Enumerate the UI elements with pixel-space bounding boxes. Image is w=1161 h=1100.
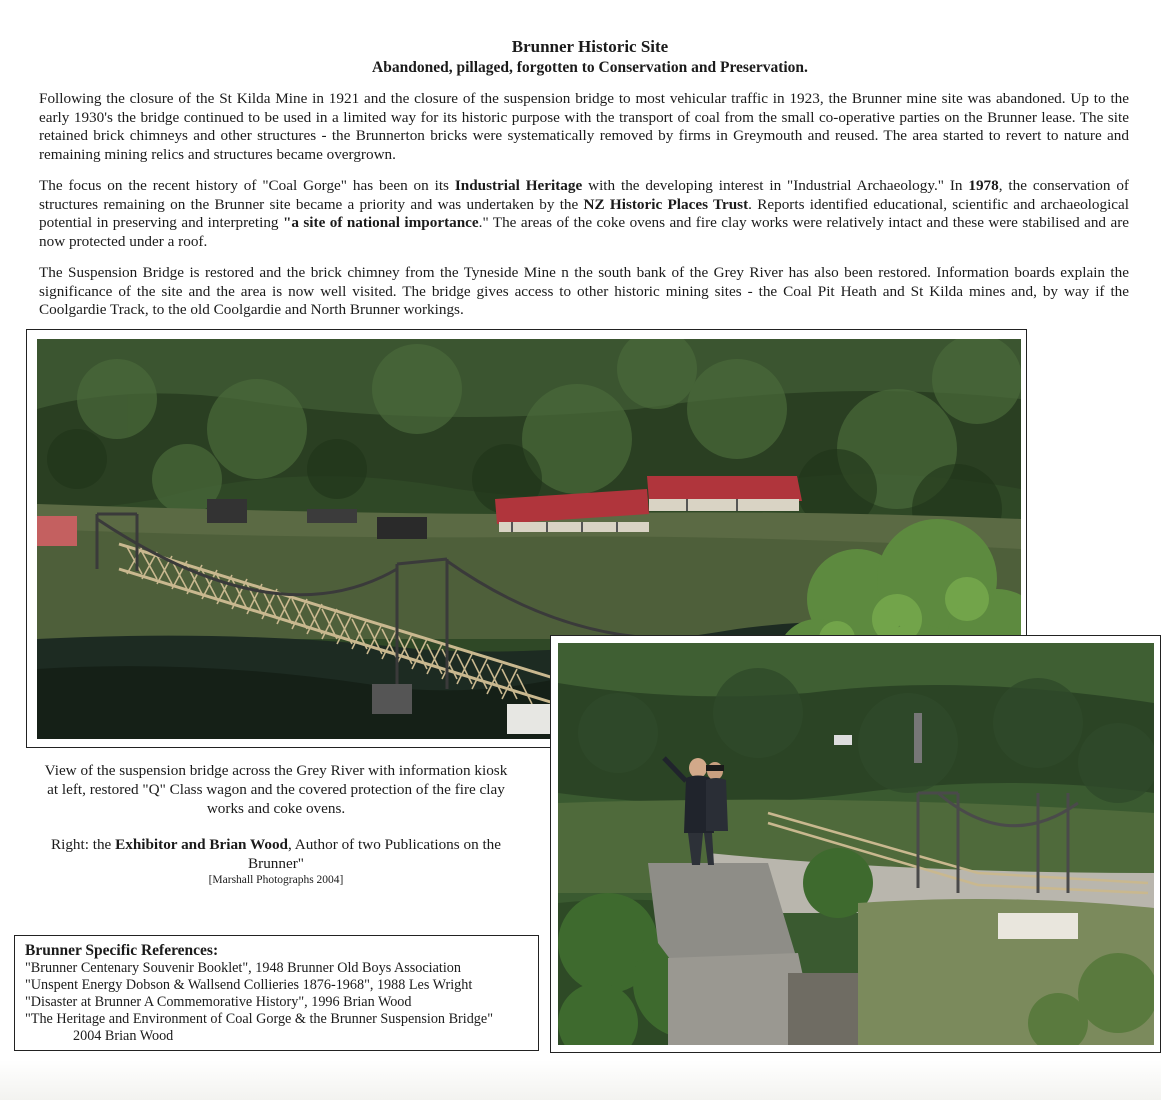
paragraph-restoration: The Suspension Bridge is restored and the brick chimney from the Tyneside Mine n the south bank of the Grey River has also been restored. Information boards explain the significance of the site and the area is now well visited. The bridge gives access to other historic mining sites - the Coal Pit Heath and St Kilda mines and, by way if the Coolgardie Track, to the old Coolgardie and North Brunner workings. xyxy=(39,264,1129,319)
photo-caption: View of the suspension bridge across the Grey River with information kiosk at left, restored "Q" Class wagon and the covered protection of the fire clay works and coke ovens. xyxy=(44,762,508,817)
references-heading: Brunner Specific References: xyxy=(25,942,219,959)
page-title: Brunner Historic Site xyxy=(511,37,669,56)
photo-credit: [Marshall Photographs 2004] xyxy=(208,874,344,886)
page-shadow xyxy=(0,1060,1161,1100)
page-subtitle: Abandoned, pillaged, forgotten to Conservation and Preservation. xyxy=(372,59,808,76)
paragraph-conservation: The focus on the recent history of "Coal Gorge" has been on its Industrial Heritage with the developing interest in "Industrial Archaeology." In 1978, the conservation of structures remaining on the Brunner site became a priority and was undertaken by the NZ Historic Places Trust. Reports identified educational, scientific and archaeological potential in preserving and interpreting "a site of national importance." The areas of the coke ovens and fire clay works were relatively intact and these were stabilised and are now protected under a roof. xyxy=(39,177,1129,250)
references-box xyxy=(14,935,539,1051)
exhibitor-photo xyxy=(558,643,1154,1045)
exhibitor-caption: Right: the Exhibitor and Brian Wood, Author of two Publications on the Brunner" xyxy=(50,836,502,872)
reference-item: "The Heritage and Environment of Coal Gorge & the Brunner Suspension Bridge" xyxy=(25,1011,493,1027)
reference-item: "Unspent Energy Dobson & Wallsend Collieries 1876-1968", 1988 Les Wright xyxy=(25,977,473,993)
reference-item-author: 2004 Brian Wood xyxy=(73,1028,174,1044)
paragraph-history: Following the closure of the St Kilda Mine in 1921 and the closure of the suspension bridge to most vehicular traffic in 1923, the Brunner mine site was abandoned. Up to the early 1930's the bridge continued to be used in a limited way for its historic purpose with the transport of coal from the small co-operative parties on the Brunner lease. The site retained brick chimneys and other structures - the Brunnerton bricks were systematically removed by firms in Greymouth and reused. The area started to revert to nature and remaining mining relics and structures became overgrown. xyxy=(39,90,1129,163)
reference-item: "Brunner Centenary Souvenir Booklet", 1948 Brunner Old Boys Association xyxy=(25,960,461,976)
reference-item: "Disaster at Brunner A Commemorative History", 1996 Brian Wood xyxy=(25,994,412,1010)
